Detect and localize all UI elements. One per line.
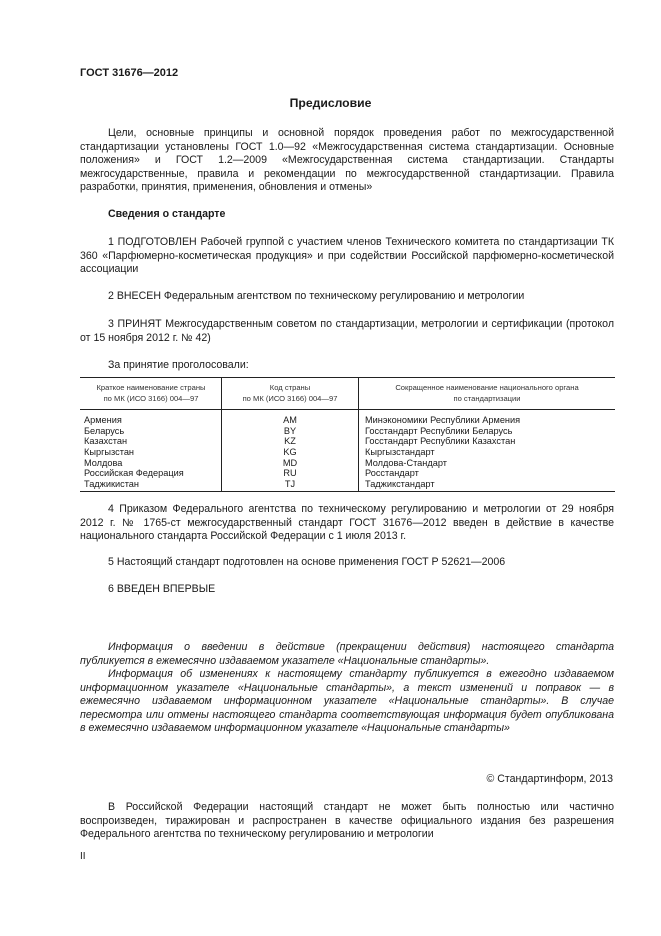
cell-country: Беларусь: [84, 425, 125, 436]
voting-table: [80, 377, 615, 492]
vote-intro: За принятие проголосовали:: [108, 359, 249, 371]
cell-country: Кыргызстан: [84, 446, 135, 457]
table-row: [80, 426, 615, 437]
cell-country: Армения: [84, 415, 122, 426]
item-5-paragraph: 5 Настоящий стандарт подготовлен на основе применения ГОСТ Р 52621—2006: [108, 556, 506, 568]
cell-body: Кыргызстандарт: [359, 447, 616, 458]
section-heading: Сведения о стандарте: [108, 208, 226, 220]
page-title: Предисловие: [289, 96, 372, 110]
table-row: [80, 436, 615, 447]
item-2-paragraph: 2 ВНЕСЕН Федеральным агентством по техническому регулированию и метрологии: [108, 290, 525, 302]
cell-country: Казахстан: [84, 436, 128, 447]
col-body-header-line1: Сокращенное наименование национального органа: [395, 383, 579, 392]
cell-body: Минэкономики Республики Армения: [359, 410, 616, 426]
col-country-header-line1: Краткое наименование страны: [96, 383, 206, 392]
cell-code: AM: [222, 410, 359, 426]
col-code-header: [222, 378, 359, 410]
cell-code: BY: [222, 426, 359, 437]
table-row: [80, 479, 615, 492]
cell-country: Российская Федерация: [84, 468, 184, 479]
cell-code: MD: [222, 458, 359, 469]
intro-paragraph: Цели, основные принципы и основной порядок проведения работ по межгосударственной стандартизации установлены ГОСТ 1.0—92 «Межгосударственная система стандартизации. Основные положения» и ГОСТ 1.2—2009 «Межгосударственная система стандартизации. Стандарты межгосударственные, правила и рекомендации по межгосударственной стандартизации. Правила разработки, принятия, применения, обновления и отмены»: [80, 127, 614, 194]
cell-code: RU: [222, 468, 359, 479]
col-body-header: [359, 378, 616, 410]
info-paragraph-2: Информация об изменениях к настоящему стандарту публикуется в ежегодно издаваемом информационном указателе «Национальные стандарты», а текст изменений и поправок — в ежемесячно издаваемом информационном указателе «Национальные стандарты». В случае пересмотра или отмены настоящего стандарта соответствующая информация будет опубликована в ежемесячно издаваемом информационном указателе «Национальные стандарты»: [80, 668, 614, 735]
copyright-notice: © Стандартинформ, 2013: [486, 773, 613, 785]
cell-code: TJ: [222, 479, 359, 492]
item-6-paragraph: 6 ВВЕДЕН ВПЕРВЫЕ: [108, 583, 216, 595]
table-row: [80, 447, 615, 458]
cell-body: Молдова-Стандарт: [359, 458, 616, 469]
item-1-paragraph: 1 ПОДГОТОВЛЕН Рабочей группой с участием членов Технического комитета по стандартизации ТК 360 «Парфюмерно-косметическая продукция» и при содействии Российской парфюмерно-косметической ассоциации: [80, 236, 614, 276]
item-3-paragraph: 3 ПРИНЯТ Межгосударственным советом по стандартизации, метрологии и сертификации (протокол от 15 ноября 2012 г. № 42): [80, 318, 614, 344]
item-4-paragraph: 4 Приказом Федерального агентства по техническому регулированию и метрологии от 29 ноября 2012 г. № 1765-ст межгосударственный стандарт ГОСТ 31676—2012 введен в действие в качестве национального стандарта Российской Федерации с 1 июля 2013 г.: [80, 503, 614, 543]
table-row: [80, 468, 615, 479]
cell-code: KZ: [222, 436, 359, 447]
cell-body: Росстандарт: [359, 468, 616, 479]
document-code: ГОСТ 31676—2012: [80, 67, 179, 79]
page-number: II: [80, 851, 86, 862]
table-row: [80, 458, 615, 469]
col-country-header-line2: по МК (ИСО 3166) 004—97: [103, 393, 199, 403]
cell-country: Молдова: [84, 457, 123, 468]
table-row: [80, 410, 615, 426]
cell-code: KG: [222, 447, 359, 458]
col-country-header: [80, 378, 222, 410]
cell-body: Госстандарт Республики Беларусь: [359, 426, 616, 437]
cell-country: Таджикистан: [80, 479, 222, 492]
cell-body: Госстандарт Республики Казахстан: [359, 436, 616, 447]
info-paragraph-1: Информация о введении в действие (прекращении действия) настоящего стандарта публикуется в ежемесячно издаваемом указателе «Национальные стандарты».: [80, 641, 614, 667]
legal-notice: В Российской Федерации настоящий стандарт не может быть полностью или частично воспроизведен, тиражирован и распространен в качестве официального издания без разрешения Федерального агентства по техническому регулированию и метрологии: [80, 801, 614, 841]
col-code-header-line1: Код страны: [269, 383, 311, 392]
col-code-header-line2: по МК (ИСО 3166) 004—97: [242, 393, 338, 403]
col-body-header-line2: по стандартизации: [453, 393, 521, 403]
cell-body: Таджикстандарт: [359, 479, 616, 492]
table-header-row: [80, 378, 615, 410]
